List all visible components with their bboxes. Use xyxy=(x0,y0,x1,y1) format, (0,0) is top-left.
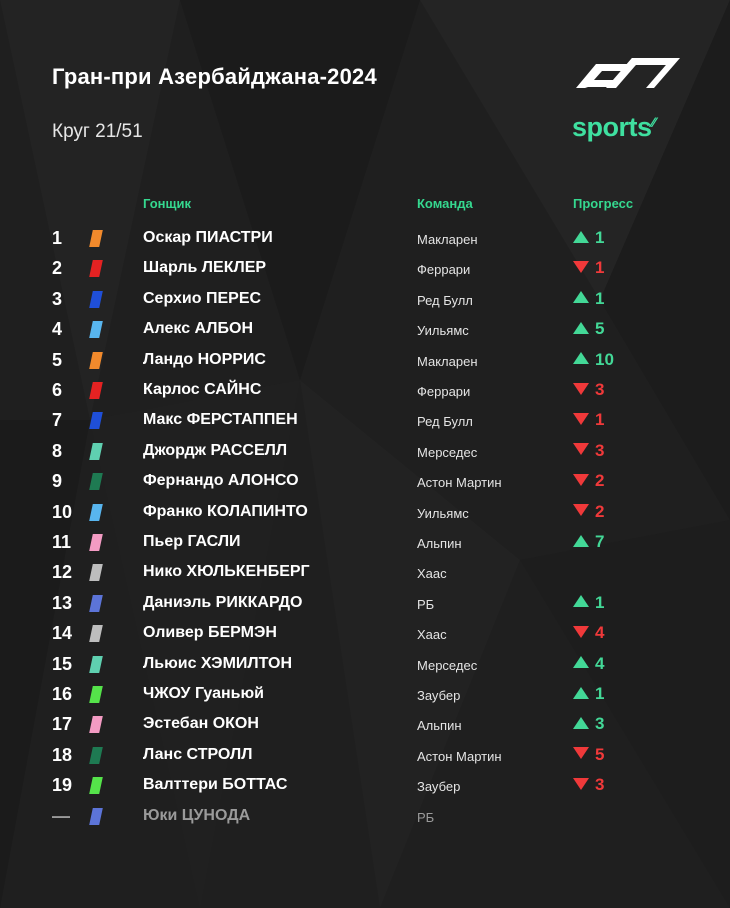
position-change: 10 xyxy=(595,349,614,369)
table-row xyxy=(0,561,730,591)
driver-name: Льюис ХЭМИЛТОН xyxy=(143,654,292,672)
driver-name: Эстебан ОКОН xyxy=(143,715,259,733)
position-number: 12 xyxy=(52,562,73,583)
team-name: Астон Мартин xyxy=(417,475,502,491)
driver-name: Нико ХЮЛЬКЕНБЕРГ xyxy=(143,563,310,581)
progress-indicator xyxy=(573,622,604,644)
position-change: 1 xyxy=(595,258,605,278)
team-name: Уильямс xyxy=(417,505,469,521)
arrow-down-icon xyxy=(573,383,589,395)
table-row xyxy=(0,592,730,622)
team-color-flag-icon xyxy=(89,747,103,764)
driver-name: Ланс СТРОЛЛ xyxy=(143,745,253,763)
driver-name: Франко КОЛАПИНТО xyxy=(143,502,308,520)
driver-name: Карлос САЙНС xyxy=(143,381,262,398)
team-name: Ред Булл xyxy=(417,414,473,430)
team-name: Альпин xyxy=(417,718,462,734)
team-name: Заубер xyxy=(417,688,461,703)
arrow-up-icon xyxy=(573,656,589,668)
position-change: 1 xyxy=(595,410,605,430)
position-change: 3 xyxy=(595,440,605,460)
table-row xyxy=(0,622,730,652)
position-number: 1 xyxy=(52,228,63,248)
table-row xyxy=(0,805,730,835)
progress-indicator xyxy=(573,501,604,523)
position-number: 16 xyxy=(52,684,73,704)
table-row xyxy=(0,744,730,774)
progress-indicator xyxy=(573,318,604,340)
team-color-flag-icon xyxy=(89,534,103,551)
position-change: 3 xyxy=(595,775,605,795)
progress-indicator xyxy=(573,470,604,492)
position-change: 3 xyxy=(595,714,605,734)
team-color-flag-icon xyxy=(89,564,103,581)
team-color-flag-icon xyxy=(89,473,103,490)
arrow-up-icon xyxy=(573,717,589,729)
progress-indicator xyxy=(573,409,604,431)
position-number: 11 xyxy=(52,532,72,552)
position-number: 3 xyxy=(52,288,63,309)
arrow-up-icon xyxy=(573,352,589,364)
position-change: 4 xyxy=(595,623,605,643)
driver-name: Ландо НОРРИС xyxy=(143,350,266,368)
arrow-up-icon xyxy=(573,322,589,334)
arrow-up-icon xyxy=(573,231,589,243)
position-number: 5 xyxy=(52,349,63,370)
arrow-up-icon xyxy=(573,595,589,607)
team-color-flag-icon xyxy=(89,321,103,338)
position-change: 1 xyxy=(595,592,605,612)
team-color-flag-icon xyxy=(89,230,103,247)
column-header-team: Команда xyxy=(417,196,473,211)
progress-indicator xyxy=(573,653,604,675)
progress-indicator xyxy=(573,592,604,614)
position-number: 17 xyxy=(52,714,73,735)
table-row xyxy=(0,440,730,470)
table-row xyxy=(0,288,730,318)
team-name: Альпин xyxy=(417,536,462,551)
team-color-flag-icon xyxy=(89,595,103,612)
team-color-flag-icon xyxy=(89,656,103,673)
progress-indicator xyxy=(573,227,604,249)
position-number: 7 xyxy=(52,410,63,431)
position-change: 1 xyxy=(595,288,605,308)
arrow-down-icon xyxy=(573,443,589,455)
table-row xyxy=(0,409,730,439)
table-row xyxy=(0,257,730,287)
progress-indicator xyxy=(573,379,604,401)
progress-indicator xyxy=(573,713,604,735)
position-number: 13 xyxy=(52,592,73,613)
arrow-down-icon xyxy=(573,413,589,425)
arrow-down-icon xyxy=(573,504,589,516)
team-color-flag-icon xyxy=(89,382,103,399)
position-change: 3 xyxy=(595,380,605,399)
team-name: Астон Мартин xyxy=(417,748,502,764)
team-name: Хаас xyxy=(417,566,447,582)
team-name: Макларен xyxy=(417,232,478,247)
team-name: РБ xyxy=(417,596,435,612)
position-change: 1 xyxy=(595,228,605,247)
table-row xyxy=(0,531,730,561)
progress-indicator xyxy=(573,774,604,796)
position-change: 7 xyxy=(595,532,605,551)
position-number: 8 xyxy=(52,440,63,461)
arrow-up-icon xyxy=(573,535,589,547)
driver-name: Оливер БЕРМЭН xyxy=(143,624,277,642)
progress-indicator xyxy=(573,257,604,279)
team-name: Феррари xyxy=(417,262,471,278)
team-color-flag-icon xyxy=(89,504,103,521)
driver-name: ЧЖОУ Гуаньюй xyxy=(143,685,264,702)
driver-name: Шарль ЛЕКЛЕР xyxy=(143,259,267,277)
arrow-down-icon xyxy=(573,261,589,273)
position-number: 18 xyxy=(52,744,73,765)
position-change: 4 xyxy=(595,653,605,673)
driver-name: Оскар ПИАСТРИ xyxy=(143,229,273,246)
progress-indicator xyxy=(573,744,604,766)
team-color-flag-icon xyxy=(89,777,103,794)
table-row xyxy=(0,349,730,379)
arrow-down-icon xyxy=(573,474,589,486)
driver-name: Серхио ПЕРЕС xyxy=(143,289,262,307)
position-number: 15 xyxy=(52,653,73,674)
arrow-down-icon xyxy=(573,778,589,790)
team-color-flag-icon xyxy=(89,352,103,369)
team-name: Феррари xyxy=(417,384,471,399)
team-color-flag-icon xyxy=(89,716,103,733)
team-name: Мерседес xyxy=(417,657,478,673)
progress-indicator xyxy=(573,288,604,310)
position-change: 2 xyxy=(595,471,605,491)
team-name: Ред Булл xyxy=(417,292,473,308)
column-header-progress: Прогресс xyxy=(573,196,634,211)
position-number: 9 xyxy=(52,471,63,492)
table-row xyxy=(0,227,730,257)
f1-logo xyxy=(572,58,680,88)
arrow-up-icon xyxy=(573,687,589,699)
team-color-flag-icon xyxy=(89,412,103,429)
table-row xyxy=(0,653,730,683)
driver-name: Алекс АЛБОН xyxy=(143,320,254,338)
position-change: 1 xyxy=(595,684,605,703)
table-row xyxy=(0,470,730,500)
table-row xyxy=(0,713,730,743)
arrow-down-icon xyxy=(573,626,589,638)
arrow-down-icon xyxy=(573,747,589,759)
driver-name: Юки ЦУНОДА xyxy=(143,806,251,824)
position-number: — xyxy=(52,805,70,826)
progress-indicator xyxy=(573,531,604,553)
table-row xyxy=(0,318,730,348)
driver-name: Даниэль РИККАРДО xyxy=(143,593,303,611)
position-number: 14 xyxy=(52,623,73,644)
team-color-flag-icon xyxy=(89,291,103,308)
driver-name: Макс ФЕРСТАППЕН xyxy=(143,411,298,429)
position-change: 5 xyxy=(595,319,605,339)
sports-logo: sports⁄⁄ xyxy=(572,112,656,142)
team-color-flag-icon xyxy=(89,443,103,460)
progress-indicator xyxy=(573,349,614,371)
team-name: Мерседес xyxy=(417,444,478,460)
team-name: Макларен xyxy=(417,353,478,369)
position-change: 5 xyxy=(595,744,605,764)
driver-name: Валттери БОТТАС xyxy=(143,776,288,794)
team-color-flag-icon xyxy=(89,686,103,703)
driver-name: Фернандо АЛОНСО xyxy=(143,472,299,490)
team-name: Хаас xyxy=(417,627,447,643)
team-name: РБ xyxy=(417,809,435,825)
position-number: 4 xyxy=(52,319,63,340)
position-change: 2 xyxy=(595,501,605,521)
arrow-up-icon xyxy=(573,291,589,303)
position-number: 2 xyxy=(52,258,63,279)
position-number: 10 xyxy=(52,501,73,522)
table-row xyxy=(0,774,730,804)
table-row xyxy=(0,379,730,409)
team-name: Уильямс xyxy=(417,323,469,339)
progress-indicator xyxy=(573,683,604,705)
progress-indicator xyxy=(573,440,604,462)
driver-name: Джордж РАССЕЛЛ xyxy=(143,441,288,459)
team-color-flag-icon xyxy=(89,625,103,642)
table-row xyxy=(0,683,730,713)
page-title: Гран-при Азербайджана-2024 xyxy=(52,64,377,89)
driver-name: Пьер ГАСЛИ xyxy=(143,533,241,550)
team-color-flag-icon xyxy=(89,260,103,277)
lap-counter: Круг 21/51 xyxy=(52,121,143,142)
column-header-driver: Гонщик xyxy=(143,196,191,211)
position-number: 6 xyxy=(52,380,63,400)
team-name: Заубер xyxy=(417,779,461,795)
table-row xyxy=(0,501,730,531)
position-number: 19 xyxy=(52,775,73,796)
team-color-flag-icon xyxy=(89,808,103,825)
